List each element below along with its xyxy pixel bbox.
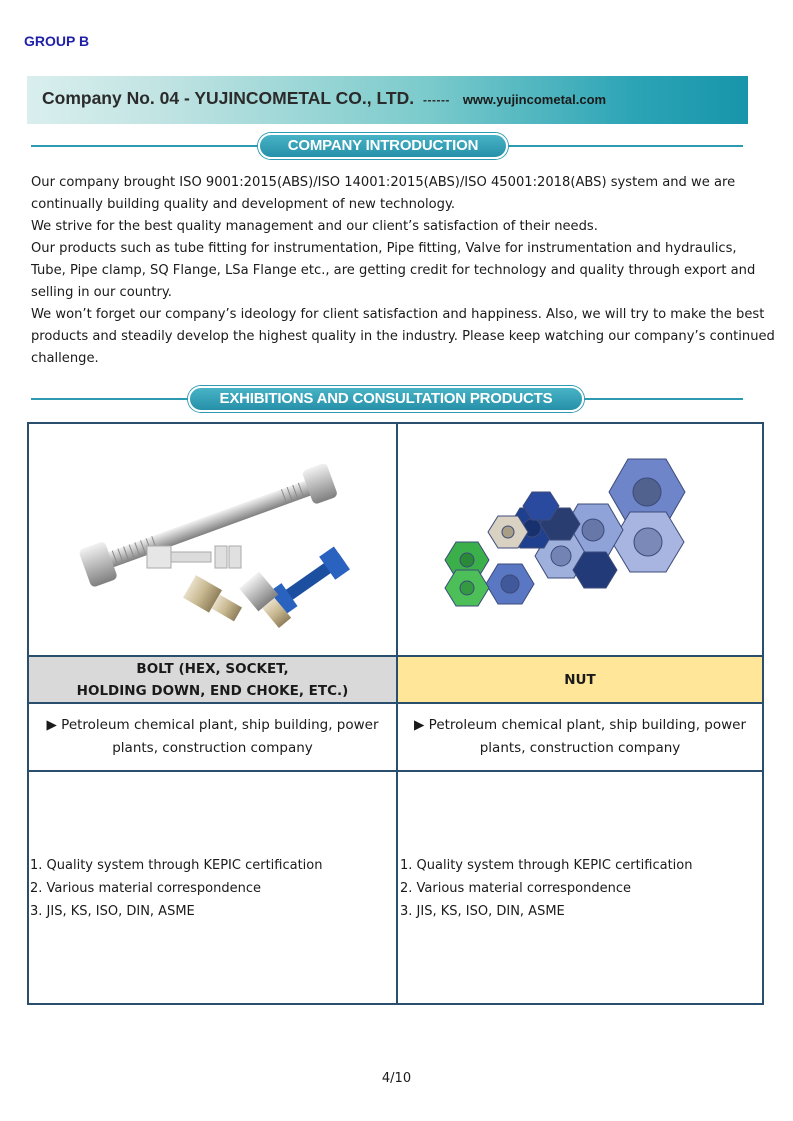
bolt-usage — [29, 704, 396, 770]
nut-image-cell — [398, 424, 762, 655]
nut-features — [400, 854, 760, 923]
nut-name-line1: NUT — [564, 671, 596, 688]
usage-line: plants, construction company — [112, 740, 313, 756]
feature-item: 2. Various material correspondence — [400, 881, 631, 896]
intro-line: We won’t forget our company’s ideology for client satisfaction and happiness. Also, we will try to make the best — [31, 307, 765, 322]
intro-line: continually building quality and development of new technology. — [31, 197, 455, 212]
intro-line: We strive for the best quality management and our client’s satisfaction of their needs. — [31, 219, 598, 234]
intro-line: Tube, Pipe clamp, SQ Flange, LSa Flange etc., are getting credit for technology and quality through export and — [31, 263, 756, 278]
products-rule-right — [580, 398, 743, 400]
bolt-product-name — [29, 657, 396, 702]
intro-rule-right — [505, 145, 743, 147]
intro-text — [31, 172, 775, 370]
feature-item: 1. Quality system through KEPIC certification — [400, 858, 693, 873]
bolts-photo-icon — [29, 424, 396, 655]
bolt-features — [30, 854, 390, 923]
intro-section-heading: COMPANY INTRODUCTION — [258, 133, 508, 159]
bolt-name-line2: HOLDING DOWN, END CHOKE, ETC.) — [76, 682, 349, 699]
intro-line: selling in our country. — [31, 285, 172, 300]
feature-item: 3. JIS, KS, ISO, DIN, ASME — [400, 904, 565, 919]
intro-line: Our company brought ISO 9001:2015(ABS)/ISO 14001:2015(ABS)/ISO 45001:2018(ABS) system and we are — [31, 175, 736, 190]
title-separator: ------ — [422, 93, 450, 107]
usage-line: ▶ Petroleum chemical plant, ship building, power — [46, 717, 379, 733]
nut-product-name — [398, 657, 762, 702]
company-website: www.yujincometal.com — [462, 92, 607, 107]
feature-item: 3. JIS, KS, ISO, DIN, ASME — [30, 904, 195, 919]
usage-line: plants, construction company — [479, 740, 681, 756]
group-label: GROUP B — [24, 33, 90, 49]
intro-line: products and steadily develop the highest quality in the industry. Please keep watching our company’s continued — [31, 329, 775, 344]
page-number: 4/10 — [381, 1071, 412, 1086]
row-divider — [29, 770, 762, 772]
company-banner — [27, 76, 748, 124]
nut-usage — [398, 704, 762, 770]
nuts-photo-icon — [398, 424, 762, 655]
feature-item: 2. Various material correspondence — [30, 881, 261, 896]
bolt-name-line1: BOLT (HEX, SOCKET, — [136, 660, 289, 677]
products-section-heading: EXHIBITIONS AND CONSULTATION PRODUCTS — [188, 386, 584, 412]
products-rule-left — [31, 398, 193, 400]
feature-item: 1. Quality system through KEPIC certification — [30, 858, 323, 873]
company-title: Company No. 04 - YUJINCOMETAL CO., LTD. — [42, 88, 415, 108]
company-title-line — [42, 88, 606, 109]
bolt-image-cell — [29, 424, 396, 655]
intro-rule-left — [31, 145, 261, 147]
intro-line: challenge. — [31, 351, 99, 366]
products-table — [27, 422, 764, 1005]
intro-line: Our products such as tube fitting for instrumentation, Pipe fitting, Valve for instrumentation and hydraulics, — [31, 241, 737, 256]
usage-line: ▶ Petroleum chemical plant, ship building, power — [413, 717, 747, 733]
